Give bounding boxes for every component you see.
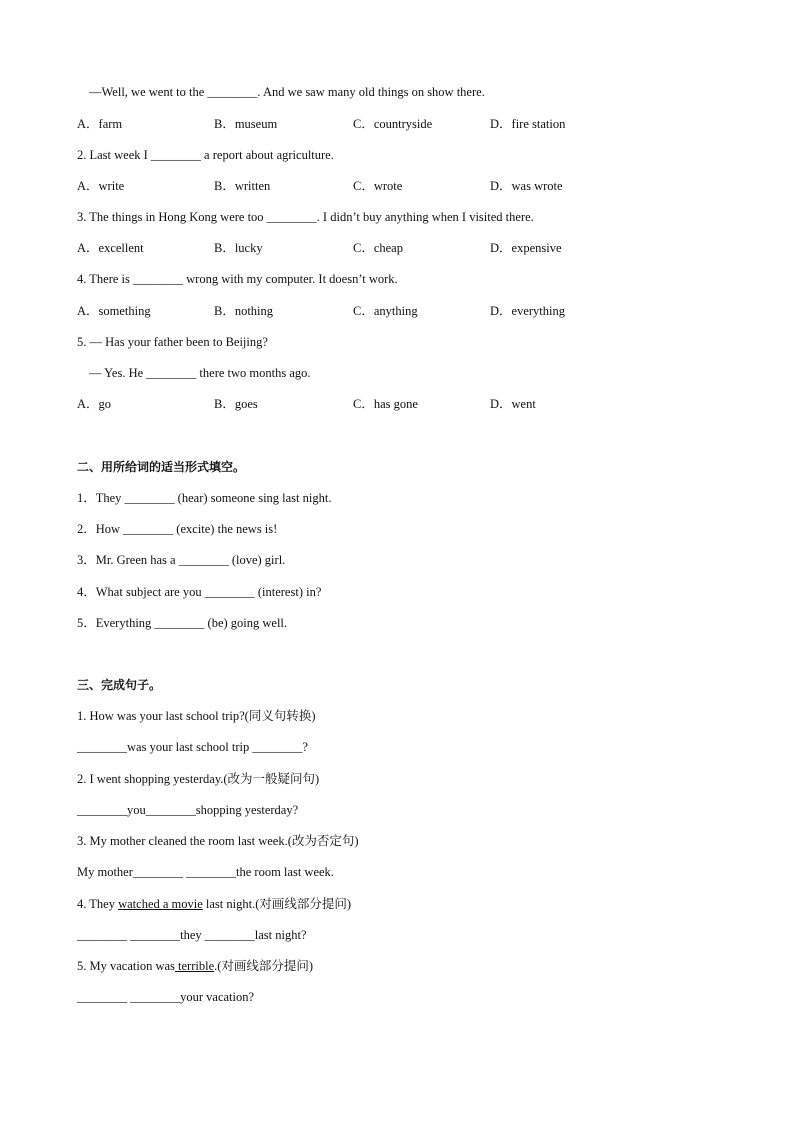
option-b: B．nothing: [214, 304, 274, 318]
q5-reply: — Yes. He ________ there two months ago.: [89, 366, 311, 380]
option-b: B．goes: [214, 397, 258, 411]
q2-text: 2. Last week I ________ a report about agriculture.: [77, 148, 334, 162]
option-a: A．farm: [77, 117, 123, 131]
sentence-q1: 1. How was your last school trip?(同义句转换): [77, 709, 316, 723]
section3-heading: 三、完成句子。: [77, 678, 162, 692]
underlined-phrase: watched a movie: [118, 897, 203, 911]
option-d: D．expensive: [490, 241, 562, 255]
sentence-q2: 2. I went shopping yesterday.(改为一般疑问句): [77, 772, 320, 786]
option-d: D．everything: [490, 304, 565, 318]
q4-text: 4. There is ________ wrong with my computer. It doesn’t work.: [77, 272, 398, 286]
option-d: D．went: [490, 397, 536, 411]
option-d: D．fire station: [490, 117, 566, 131]
option-c: C．cheap: [353, 241, 403, 255]
q5-suffix: .(对画线部分提问): [214, 959, 314, 973]
sentence-a2: ________you________shopping yesterday?: [77, 803, 299, 817]
sentence-q4: [77, 896, 351, 912]
q3-text: 3. The things in Hong Kong were too ________. I didn’t buy anything when I visited there.: [77, 210, 534, 224]
section2-heading: 二、用所给词的适当形式填空。: [77, 460, 246, 474]
fill-item-2: 2．How ________ (excite) the news is!: [77, 522, 278, 536]
sentence-a3: My mother________ ________the room last week.: [77, 865, 334, 879]
option-b: B．lucky: [214, 241, 263, 255]
option-a: A．write: [77, 179, 125, 193]
sentence-q5: [77, 958, 313, 974]
sentence-a1: ________was your last school trip ________?: [77, 740, 308, 754]
option-b: B．museum: [214, 117, 278, 131]
sentence-a5: ________ ________your vacation?: [77, 990, 255, 1004]
q5-prefix: 5. My vacation was: [77, 959, 175, 973]
option-a: A．excellent: [77, 241, 144, 255]
q5-question: 5. — Has your father been to Beijing?: [77, 335, 268, 349]
option-c: C．anything: [353, 304, 418, 318]
fill-item-5: 5．Everything ________ (be) going well.: [77, 616, 288, 630]
option-c: C．has gone: [353, 397, 418, 411]
option-c: C．countryside: [353, 117, 433, 131]
q4-suffix: last night.(对画线部分提问): [202, 897, 352, 911]
fill-item-3: 3．Mr. Green has a ________ (love) girl.: [77, 553, 286, 567]
fill-item-1: 1．They ________ (hear) someone sing last night.: [77, 491, 332, 505]
q1-reply: —Well, we went to the ________. And we saw many old things on show there.: [89, 85, 485, 99]
sentence-q3: 3. My mother cleaned the room last week.(改为否定句): [77, 834, 359, 848]
underlined-word: terrible: [174, 959, 215, 973]
option-d: D．was wrote: [490, 179, 563, 193]
option-c: C．wrote: [353, 179, 403, 193]
option-a: A．something: [77, 304, 151, 318]
fill-item-4: 4．What subject are you ________ (interest) in?: [77, 585, 322, 599]
option-a: A．go: [77, 397, 112, 411]
q4-prefix: 4. They: [77, 897, 119, 911]
option-b: B．written: [214, 179, 271, 193]
sentence-a4: ________ ________they ________last night?: [77, 928, 307, 942]
